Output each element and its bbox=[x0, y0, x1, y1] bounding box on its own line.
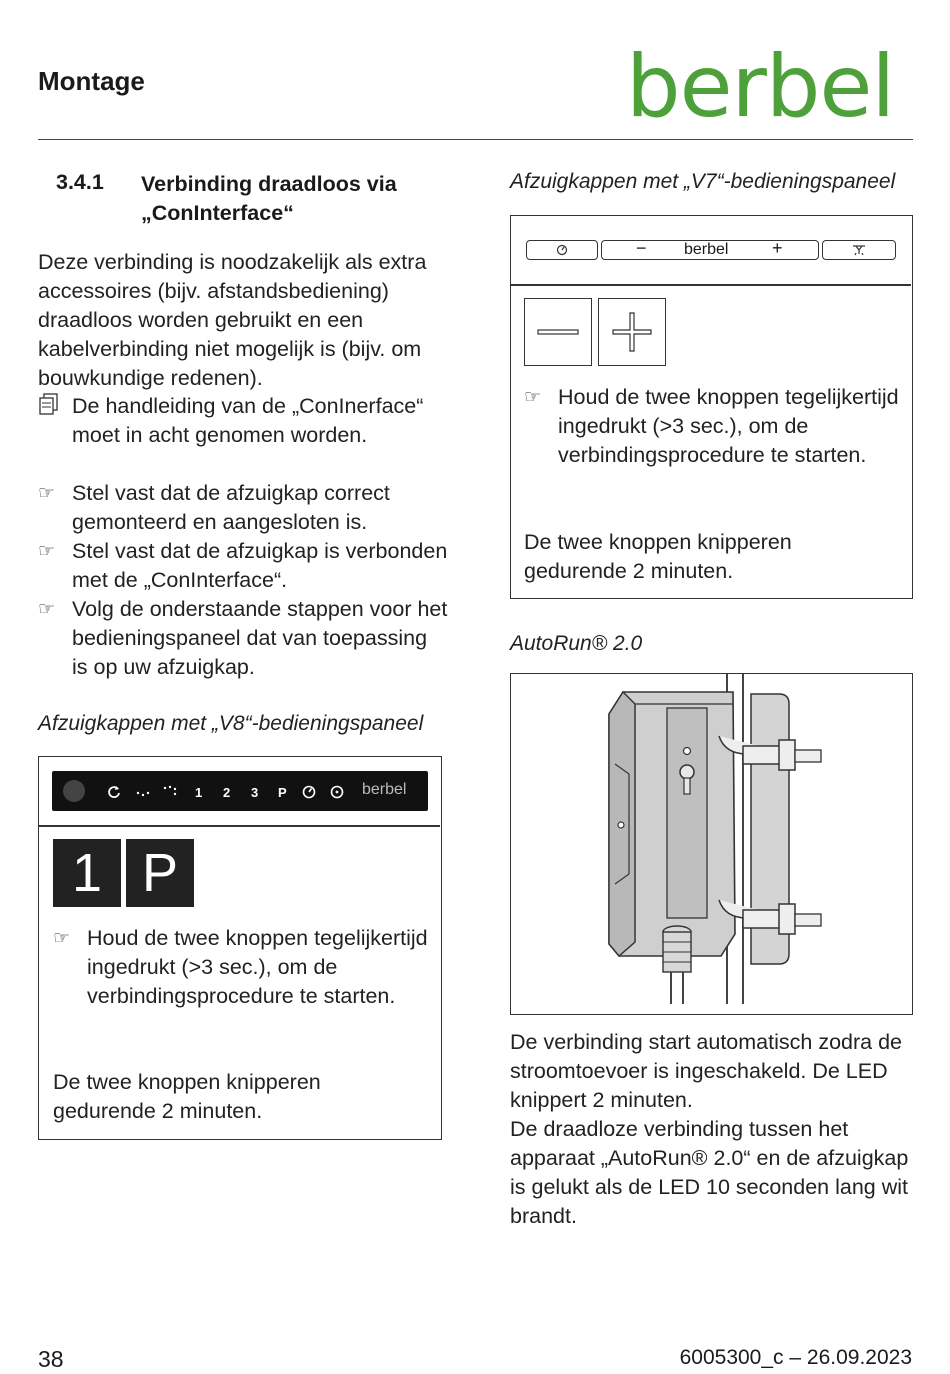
timer-icon bbox=[556, 244, 568, 256]
power-knob-icon bbox=[63, 780, 85, 802]
document-id: 6005300_c – 26.09.2023 bbox=[679, 1346, 912, 1369]
step-item bbox=[38, 537, 448, 595]
v8-result: De twee knoppen knipperen gedurende 2 minuten. bbox=[53, 1070, 321, 1123]
lamp-icon bbox=[851, 244, 867, 256]
panel-brand: berbel bbox=[362, 781, 407, 798]
section-number: 3.4.1 bbox=[56, 170, 104, 194]
level-1-button: 1 bbox=[195, 785, 203, 800]
fan-low-icon bbox=[135, 785, 151, 800]
fan-high-icon bbox=[162, 785, 178, 800]
note-text: De handleiding van de „ConInerface“ moet in acht genomen worden. bbox=[72, 394, 424, 447]
plus-icon bbox=[599, 299, 665, 365]
autorun-device-illustration bbox=[511, 674, 911, 1013]
power-icon bbox=[330, 785, 344, 802]
pointing-hand-icon: ☞ bbox=[38, 599, 56, 620]
pointing-hand-icon: ☞ bbox=[524, 387, 542, 408]
note-item bbox=[38, 392, 448, 450]
pointing-hand-icon: ☞ bbox=[38, 541, 56, 562]
step-item bbox=[38, 595, 448, 682]
v8-heading: Afzuigkappen met „V8“-bedieningspaneel bbox=[38, 712, 424, 735]
fan-minus-label: − bbox=[636, 238, 647, 258]
step-text: Volg de onderstaande stappen voor het bedieningspaneel dat van toepassing is op uw afzuigkap. bbox=[72, 597, 448, 679]
intro-paragraph: Deze verbinding is noodzakelijk als extra accessoires (bijv. afstandsbediening) draadloos worden gebruikt en een kabelverbinding niet mogelijk is (bijv. om bouwkundige redenen). bbox=[38, 250, 427, 390]
berbel-logo: berbel bbox=[626, 37, 895, 137]
v7-heading: Afzuigkappen met „V7“-bedieningspaneel bbox=[510, 170, 896, 193]
pointing-hand-icon: ☞ bbox=[38, 483, 56, 504]
v7-instruction bbox=[524, 383, 904, 470]
timer-icon bbox=[302, 785, 316, 802]
v8-instruction bbox=[53, 924, 433, 1011]
v8-instruction-text: Houd de twee knoppen tegelijkertijd ingedrukt (>3 sec.), om de verbindingsprocedure te starten. bbox=[87, 926, 428, 1008]
v8-divider bbox=[39, 825, 440, 827]
p-button: P bbox=[278, 785, 287, 800]
step-text: Stel vast dat de afzuigkap is verbonden met de „ConInterface“. bbox=[72, 539, 448, 592]
v7-instruction-text: Houd de twee knoppen tegelijkertijd ingedrukt (>3 sec.), om de verbindingsprocedure te starten. bbox=[558, 385, 899, 467]
v8-control-panel bbox=[52, 771, 428, 811]
autorun-heading: AutoRun® 2.0 bbox=[510, 632, 643, 655]
autorun-illustration-box bbox=[510, 673, 913, 1015]
document-icon bbox=[38, 392, 68, 425]
step-text: Stel vast dat de afzuigkap correct gemonteerd en aangesloten is. bbox=[72, 481, 390, 534]
level-2-button: 2 bbox=[223, 785, 231, 800]
page-title: Montage bbox=[38, 66, 145, 96]
level-3-button: 3 bbox=[251, 785, 259, 800]
key-p-button: P bbox=[126, 839, 194, 907]
minus-icon bbox=[525, 299, 591, 365]
key-1-button: 1 bbox=[53, 839, 121, 907]
v7-timer-button bbox=[526, 240, 598, 260]
v8-box bbox=[38, 756, 442, 1140]
v7-divider bbox=[511, 284, 911, 286]
header-divider bbox=[38, 139, 913, 140]
v7-fan-bar bbox=[601, 240, 819, 260]
v7-result: De twee knoppen knipperen gedurende 2 minuten. bbox=[524, 530, 792, 583]
step-item bbox=[38, 479, 448, 537]
minus-key-button bbox=[524, 298, 592, 366]
autorun-text-1: De verbinding start automatisch zodra de stroomtoevoer is ingeschakeld. De LED knippert 2 minuten. bbox=[510, 1030, 902, 1112]
autorun-text-2: De draadloze verbinding tussen het apparaat „AutoRun® 2.0“ en de afzuigkap is gelukt als de LED 10 seconden lang wit brandt. bbox=[510, 1117, 909, 1228]
pointing-hand-icon: ☞ bbox=[53, 928, 71, 949]
recirculation-icon bbox=[107, 785, 121, 802]
plus-key-button bbox=[598, 298, 666, 366]
v7-light-button bbox=[822, 240, 896, 260]
v7-box bbox=[510, 215, 913, 599]
section-title: Verbinding draadloos via „ConInterface“ bbox=[141, 172, 397, 225]
fan-plus-label: + bbox=[772, 238, 783, 258]
panel-brand: berbel bbox=[684, 241, 729, 258]
page-number: 38 bbox=[38, 1346, 64, 1372]
